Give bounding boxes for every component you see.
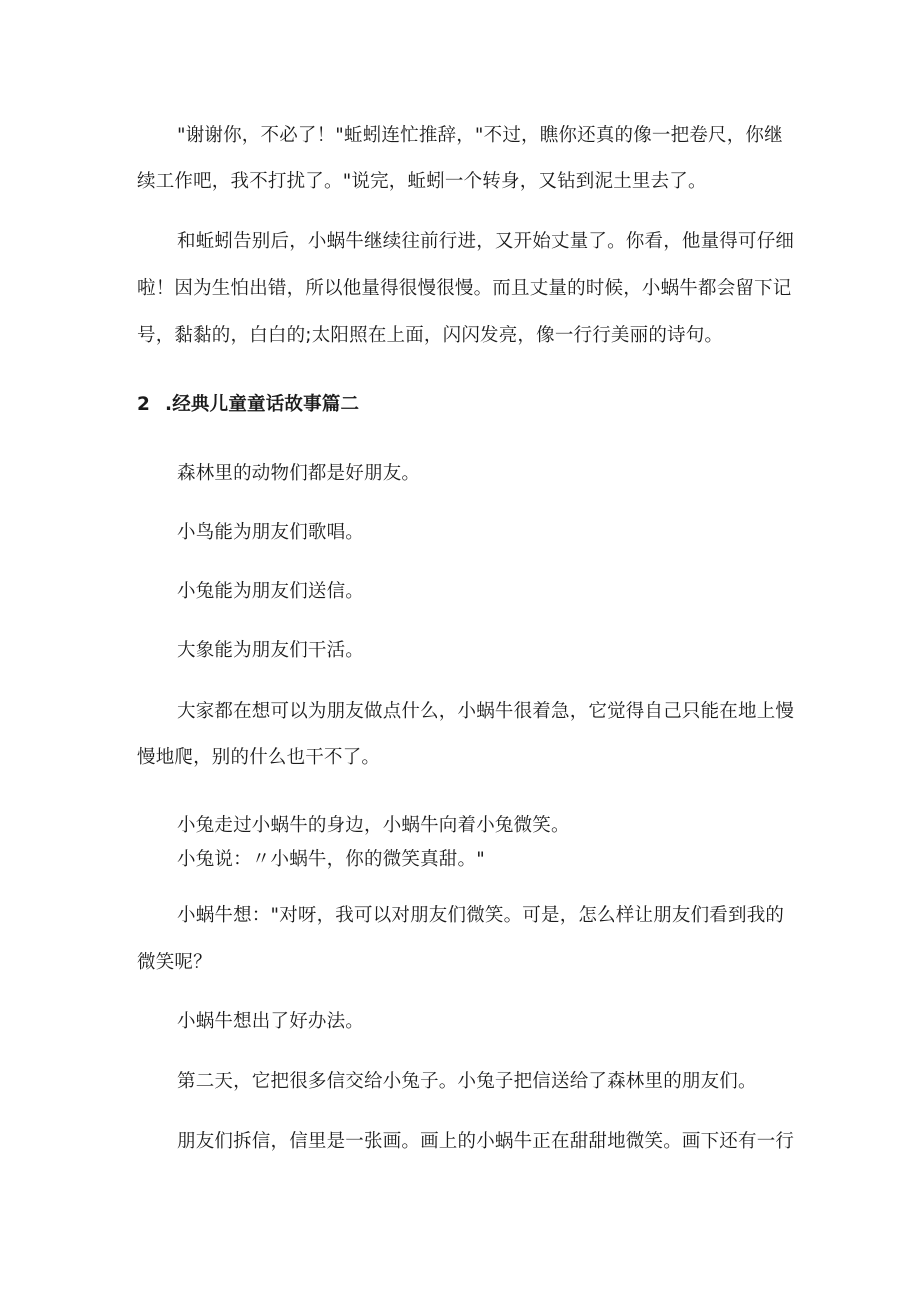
paragraph-text: 小蜗牛想："对呀，我可以对朋友们微笑。可是，怎么样让朋友们看到我的 (177, 905, 785, 926)
paragraph-text: 大象能为朋友们干活。 (177, 640, 365, 661)
section-number: 2 (137, 394, 151, 415)
section-title: .经典儿童童话故事篇二 (165, 394, 360, 415)
section-heading (137, 393, 797, 417)
paragraph-text: 小蜗牛想出了好办法。 (177, 1011, 365, 1032)
paragraph-text: 和蚯蚓告别后，小蜗牛继续往前行进，又开始丈量了。你看，他量得可仔细 (177, 231, 795, 252)
paragraph-text: 慢地爬，别的什么也干不了。 (137, 747, 381, 768)
paragraph-text: 大家都在想可以为朋友做点什么，小蜗牛很着急，它觉得自己只能在地上慢 (177, 701, 795, 722)
paragraph-text: 微笑呢？ (137, 952, 212, 973)
paragraph-text: 号，黏黏的，白白的;太阳照在上面，闪闪发亮，像一行行美丽的诗句。 (137, 325, 724, 346)
paragraph-text: 小兔走过小蜗牛的身边，小蜗牛向着小兔微笑。 (177, 815, 570, 836)
paragraph-text: 小兔说：〃小蜗牛，你的微笑真甜。" (177, 849, 485, 870)
paragraph-text: 啦！因为生怕出错，所以他量得很慢很慢。而且丈量的时候，小蜗牛都会留下记 (137, 278, 792, 299)
paragraph-text: 续工作吧，我不打扰了。"说完，蚯蚓一个转身，又钻到泥土里去了。 (137, 171, 707, 192)
paragraph-text: 小鸟能为朋友们歌唱。 (177, 522, 365, 543)
paragraph-text: 小兔能为朋友们送信。 (177, 581, 365, 602)
paragraph-text: "谢谢你，不必了！"蚯蚓连忙推辞，"不过，瞧你还真的像一把卷尺，你继 (177, 125, 783, 146)
paragraph-text: 森林里的动物们都是好朋友。 (177, 463, 421, 484)
paragraph-text: 第二天，它把很多信交给小兔子。小兔子把信送给了森林里的朋友们。 (177, 1071, 757, 1092)
paragraph-text: 朋友们拆信，信里是一张画。画上的小蜗牛正在甜甜地微笑。画下还有一行 (177, 1131, 795, 1152)
